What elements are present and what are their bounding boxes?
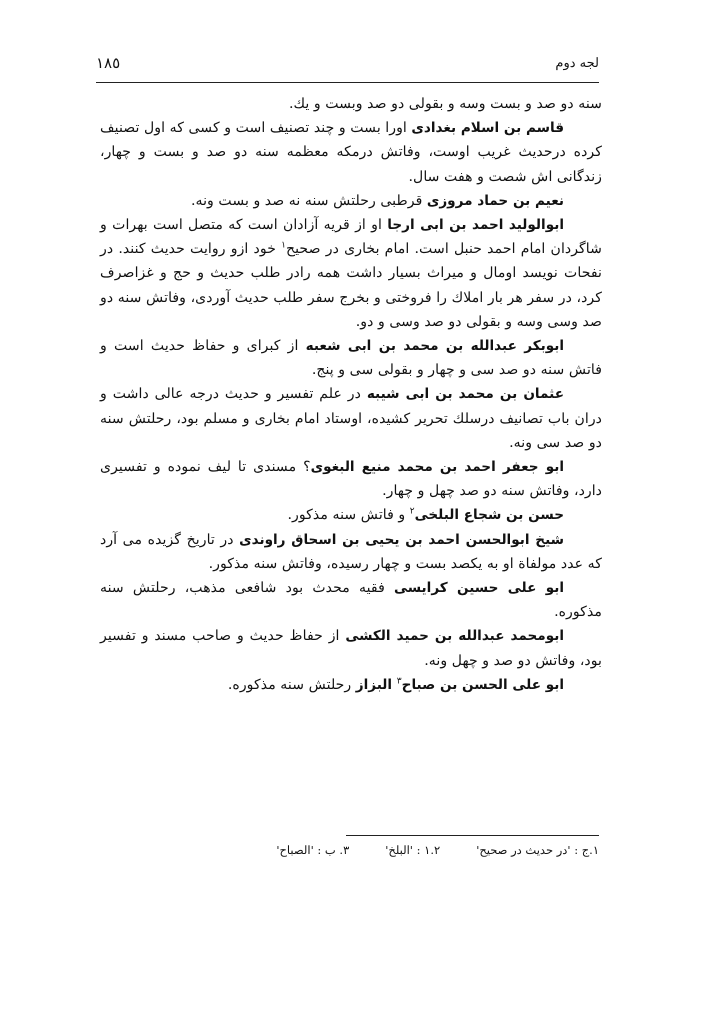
- entry-name: نعیم بن حماد مروزی: [426, 192, 564, 209]
- entry: [100, 382, 602, 455]
- entry-text: در تاریخ گزیده می آرد که عدد مولفاة او به یکصد بست و چهار رسیده، وفاتش سنه مذکور.: [100, 531, 602, 572]
- page-header: [96, 56, 599, 80]
- entry: [100, 116, 602, 189]
- entry: [100, 189, 602, 213]
- entry: [100, 213, 602, 334]
- footnote: ١.٢ : 'البلخ': [385, 843, 441, 857]
- footnote: ٣. ب : 'الصباح': [276, 843, 350, 857]
- footnotes: [140, 843, 599, 857]
- entry-text: خود ازو روایت حدیث کنند. در نفحات نویسد اومال و میراث بسیار داشت همه رادر طلب حدیث و حج و غزاصرف کرد، در سفر هر بار املاك را فروختی و بخرج سفر طلب حدیث آوردی، وفاتش سنه دو صد وسی وسه و بقولی دو صد وسی و دو.: [100, 241, 602, 330]
- entry-text: سنه دو صد و بست وسه و بقولی دو صد وبست و یك.: [288, 96, 602, 112]
- entry-text: اورا بست و چند تصنیف است و کسی که اول تصنیف کرده درحدیث غریب اوست، وفاتش درمکه معظمه سنه دو صد و بست و چهار، زندگانی اش شصت و هفت سال.: [99, 120, 602, 185]
- entry-name: ابو علی الحسن بن صباح: [401, 676, 564, 693]
- entry-text: ؟ مسندی تا لیف نموده و تفسیری دارد، وفاتش سنه دو صد چهل و چهار.: [100, 459, 602, 500]
- entry-text: و فاتش سنه مذکور.: [287, 507, 410, 524]
- entry: [100, 503, 602, 527]
- running-title: لجه دوم: [555, 56, 599, 71]
- entry-text: فقیه محدث بود شافعی مذهب، رحلتش سنه مذکوره.: [100, 580, 602, 621]
- entry: [100, 624, 602, 672]
- body-text: [100, 92, 602, 697]
- entry-name: ابوبکر عبدالله بن محمد بن ابی شعبه: [305, 338, 564, 355]
- entry-text: در علم تفسیر و حدیث درجه عالی داشت و دران باب تصانیف درسلك تحریر کشیده، اوستاد امام بخاری و مسلم بود، رحلتش سنه دو صد سی ونه.: [100, 386, 602, 451]
- footnote-marker: ٣: [396, 676, 402, 687]
- entry: [100, 455, 602, 503]
- entry: [100, 528, 602, 576]
- entry-continuation: [100, 92, 602, 116]
- page-number: ١٨٥: [96, 54, 121, 72]
- footnote-marker: ١: [281, 240, 286, 251]
- entry-name: ابو جعفر احمد بن محمد منیع البغوی: [310, 459, 564, 476]
- entry-name: ابومحمد عبدالله بن حمید الکشی: [345, 628, 565, 645]
- entry-name: ابوالولید احمد بن ابی ارجا: [387, 217, 564, 234]
- footnote-rule: [346, 835, 599, 836]
- footnote: ١.ج : 'در حدیث در صحیح': [476, 843, 599, 857]
- entry: [100, 576, 602, 624]
- entry-name: عثمان بن محمد بن ابی شیبه: [366, 386, 564, 403]
- entry: [100, 334, 602, 382]
- entry-name: ابو علی حسین کرایسی: [393, 580, 564, 597]
- entry-name: حسن بن شجاع البلخی: [414, 507, 564, 524]
- entry: [100, 673, 602, 697]
- entry-text: رحلتش سنه مذکوره.: [227, 676, 356, 693]
- entry-text: از حفاظ حدیث و صاحب مسند و تفسیر بود، وفاتش دو صد و چهل ونه.: [100, 628, 602, 669]
- entry-text: از کبرای و حفاظ حدیث است و فاتش سنه دو صد سی و چهار و بقولی سی و پنج.: [100, 338, 602, 379]
- entry-name: قاسم بن اسلام بغدادی: [411, 120, 564, 137]
- entry-text: او از قریه آزادان است که متصل است بهرات و شاگردان امام احمد حنبل است. امام بخاری در صحیح: [100, 217, 602, 258]
- header-rule: [96, 82, 599, 83]
- footnote-marker: ٢: [409, 506, 415, 517]
- entry-name: البزاز: [355, 676, 397, 693]
- entry-name: شیخ ابوالحسن احمد بن یحیی بن اسحاق راوندی: [239, 531, 564, 548]
- entry-text: قرطبی رحلتش سنه نه صد و بست ونه.: [190, 192, 427, 209]
